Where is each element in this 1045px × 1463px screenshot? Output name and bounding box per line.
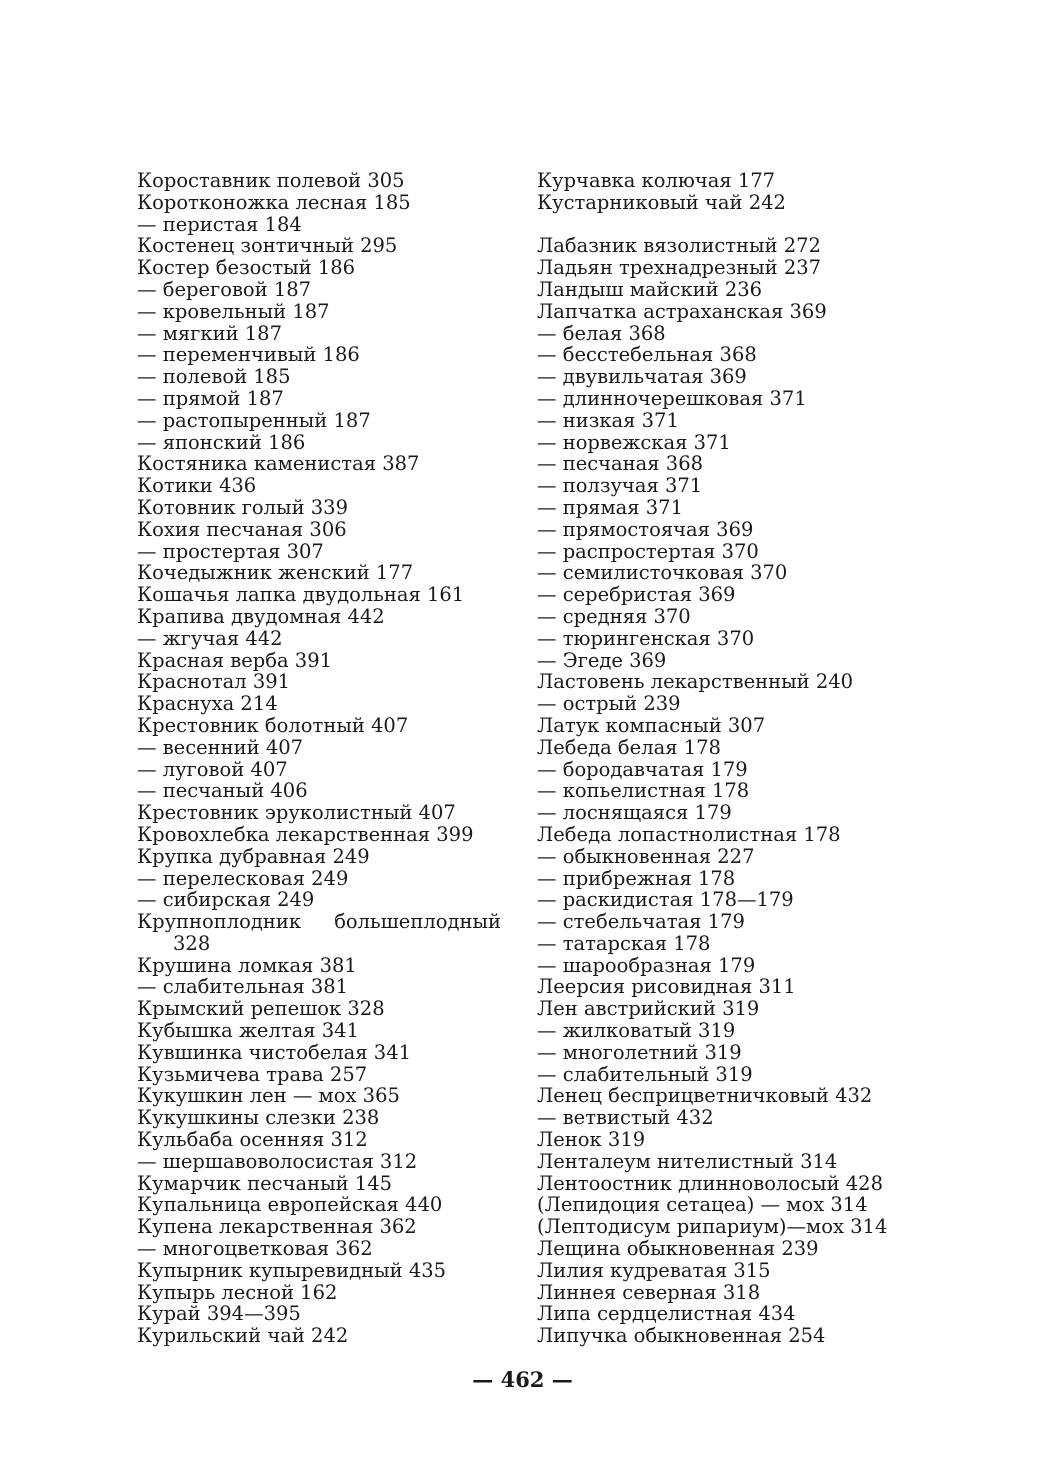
index-entry: — двувильчатая 369 [537, 365, 747, 389]
index-entry: Краснотал 391 [137, 670, 291, 694]
index-entry-part: Крупноплодник [137, 910, 302, 934]
index-entry: — прямой 187 [137, 386, 284, 410]
index-entry: — татарская 178 [537, 931, 711, 955]
index-entry: Котовник голый 339 [137, 495, 348, 519]
index-entry: — прибрежная 178 [537, 866, 736, 890]
index-entry: Липа сердцелистная 434 [537, 1302, 796, 1326]
index-entry: — японский 186 [137, 430, 306, 454]
index-entry: — копьелистная 178 [537, 779, 750, 803]
index-entry: Кузьмичева трава 257 [137, 1062, 368, 1086]
index-entry: Кошачья лапка двудольная 161 [137, 583, 465, 607]
index-entry: — луговой 407 [137, 757, 288, 781]
index-entry: — кровельный 187 [137, 299, 330, 323]
index-entry-split [137, 911, 501, 933]
index-entry: — многоцветковая 362 [137, 1237, 373, 1261]
index-entry: Лилия кудреватая 315 [537, 1258, 771, 1282]
index-entry: — песчаная 368 [537, 452, 704, 476]
index-entry-continuation [137, 933, 509, 955]
index-entry: — перистая 184 [137, 212, 302, 236]
index-entry: Короставник полевой 305 [137, 169, 405, 192]
index-entry: Крестовник болотный 407 [137, 713, 409, 737]
index-entry: — сибирская 249 [137, 888, 315, 912]
index-entry: Лабазник вязолистный 272 [537, 234, 821, 258]
index-entry: Курчавка колючая 177 [537, 169, 776, 192]
index-entry: Латук компасный 307 [537, 713, 766, 737]
index-entry: Коротконожка лесная 185 [137, 190, 411, 214]
index-entry: — прямостоячая 369 [537, 517, 754, 541]
index-entry: — низкая 371 [537, 408, 679, 432]
index-entry: Леерсия рисовидная 311 [537, 975, 796, 999]
index-entry: — серебристая 369 [537, 583, 736, 607]
index-entry: Кочедыжник женский 177 [137, 561, 414, 585]
section-gap [537, 214, 937, 236]
index-entry: — бесстебельная 368 [537, 343, 757, 367]
index-entry: Костер безостый 186 [137, 256, 356, 280]
page-number: — 462 — [472, 1367, 573, 1392]
index-entry: — стебельчатая 179 [537, 910, 745, 934]
index-entry: — острый 239 [537, 692, 681, 716]
index-entry: Кустарниковый чай 242 [537, 190, 786, 214]
index-entry: Лебеда лопастнолистная 178 [537, 822, 841, 846]
index-entry: — переменчивый 186 [137, 343, 360, 367]
index-entry: — длинночерешковая 371 [537, 386, 807, 410]
index-entry: Лебеда белая 178 [537, 735, 721, 759]
index-entry: Крушина ломкая 381 [137, 953, 357, 977]
index-entry: Ластовень лекарственный 240 [537, 670, 854, 694]
index-entry: Кровохлебка лекарственная 399 [137, 822, 474, 846]
index-entry: — норвежская 371 [537, 430, 731, 454]
index-entry: — Эгеде 369 [537, 648, 667, 672]
index-entry: — шарообразная 179 [537, 953, 756, 977]
index-entry: Ладьян трехнадрезный 237 [537, 256, 822, 280]
index-entry: — береговой 187 [137, 277, 312, 301]
index-entry: — полевой 185 [137, 365, 291, 389]
index-entry: Кувшинка чистобелая 341 [137, 1040, 412, 1064]
index-entry: Ландыш майский 236 [537, 277, 763, 301]
index-entry: Костяника каменистая 387 [137, 452, 420, 476]
index-entry: Лен австрийский 319 [537, 997, 760, 1021]
index-entry: — бородавчатая 179 [537, 757, 748, 781]
index-entry: Краснуха 214 [137, 692, 278, 716]
index-entry: Крупка дубравная 249 [137, 844, 370, 868]
index-entry: — семилисточковая 370 [537, 561, 788, 585]
index-entry: — простертая 307 [137, 539, 324, 563]
index-entry: — перелесковая 249 [137, 866, 349, 890]
index-entry: Ленок 319 [537, 1128, 646, 1152]
index-entry: — средняя 370 [537, 604, 691, 628]
index-entry: (Лепидоция сетацеа) — мох 314 [537, 1193, 868, 1217]
index-entry: — шершавоволосистая 312 [137, 1149, 418, 1173]
index-entry: (Лептодисум рипариум)—мох 314 [537, 1215, 888, 1239]
index-entry: Красная верба 391 [137, 648, 333, 672]
index-entry: Кукушкины слезки 238 [137, 1106, 380, 1130]
index-entry: Лещина обыкновенная 239 [537, 1237, 819, 1261]
index-entry: Кубышка желтая 341 [137, 1019, 359, 1043]
index-entry: Кульбаба осенняя 312 [137, 1128, 368, 1152]
index-entry: Крапива двудомная 442 [137, 604, 385, 628]
index-entry: Лентоостник длинноволосый 428 [537, 1171, 883, 1195]
index-entry: Липучка обыкновенная 254 [537, 1324, 826, 1348]
index-entry-part: 328 [173, 931, 211, 955]
index-entry: Купальница европейская 440 [137, 1193, 443, 1217]
index-entry: Котики 436 [137, 474, 257, 498]
index-entry: Купена лекарственная 362 [137, 1215, 417, 1239]
right-index-column [537, 170, 937, 1347]
index-entry: — весенний 407 [137, 735, 304, 759]
left-index-column [137, 170, 509, 1347]
index-entry: Курильский чай 242 [137, 1324, 349, 1348]
index-entry: — ветвистый 432 [537, 1106, 714, 1130]
index-entry: — жгучая 442 [137, 626, 283, 650]
index-entry: Купырник купыревидный 435 [137, 1258, 447, 1282]
index-entry: Лапчатка астраханская 369 [537, 299, 827, 323]
index-entry: — песчаный 406 [137, 779, 308, 803]
index-entry: Кохия песчаная 306 [137, 517, 347, 541]
index-entry: Ленталеум нителистный 314 [537, 1149, 838, 1173]
index-entry: Кукушкин лен — мох 365 [137, 1084, 400, 1108]
index-entry: — тюрингенская 370 [537, 626, 755, 650]
index-entry: — белая 368 [537, 321, 666, 345]
index-entry: — слабительный 319 [537, 1062, 753, 1086]
index-entry: — мягкий 187 [137, 321, 282, 345]
index-entry: — раскидистая 178—179 [537, 888, 794, 912]
index-entry: — обыкновенная 227 [537, 844, 755, 868]
index-entry: — лоснящаяся 179 [537, 801, 732, 825]
index-entry: — растопыренный 187 [137, 408, 371, 432]
index-entry: — жилковатый 319 [537, 1019, 736, 1043]
index-entry: Крымский репешок 328 [137, 997, 385, 1021]
index-entry: Кумарчик песчаный 145 [137, 1171, 393, 1195]
index-entry: — многолетний 319 [537, 1040, 742, 1064]
index-entry: Линнея северная 318 [537, 1280, 761, 1304]
index-entry: — распростертая 370 [537, 539, 759, 563]
index-entry-part: большеплодный [334, 910, 501, 934]
index-entry: — слабительная 381 [137, 975, 349, 999]
index-entry: — ползучая 371 [537, 474, 703, 498]
index-entry: Костенец зонтичный 295 [137, 234, 398, 258]
index-entry: Ленец бесприцветничковый 432 [537, 1084, 873, 1108]
index-entry: — прямая 371 [537, 495, 683, 519]
index-entry: Крестовник эруколистный 407 [137, 801, 456, 825]
index-entry: Купырь лесной 162 [137, 1280, 338, 1304]
index-entry: Курай 394—395 [137, 1302, 301, 1326]
